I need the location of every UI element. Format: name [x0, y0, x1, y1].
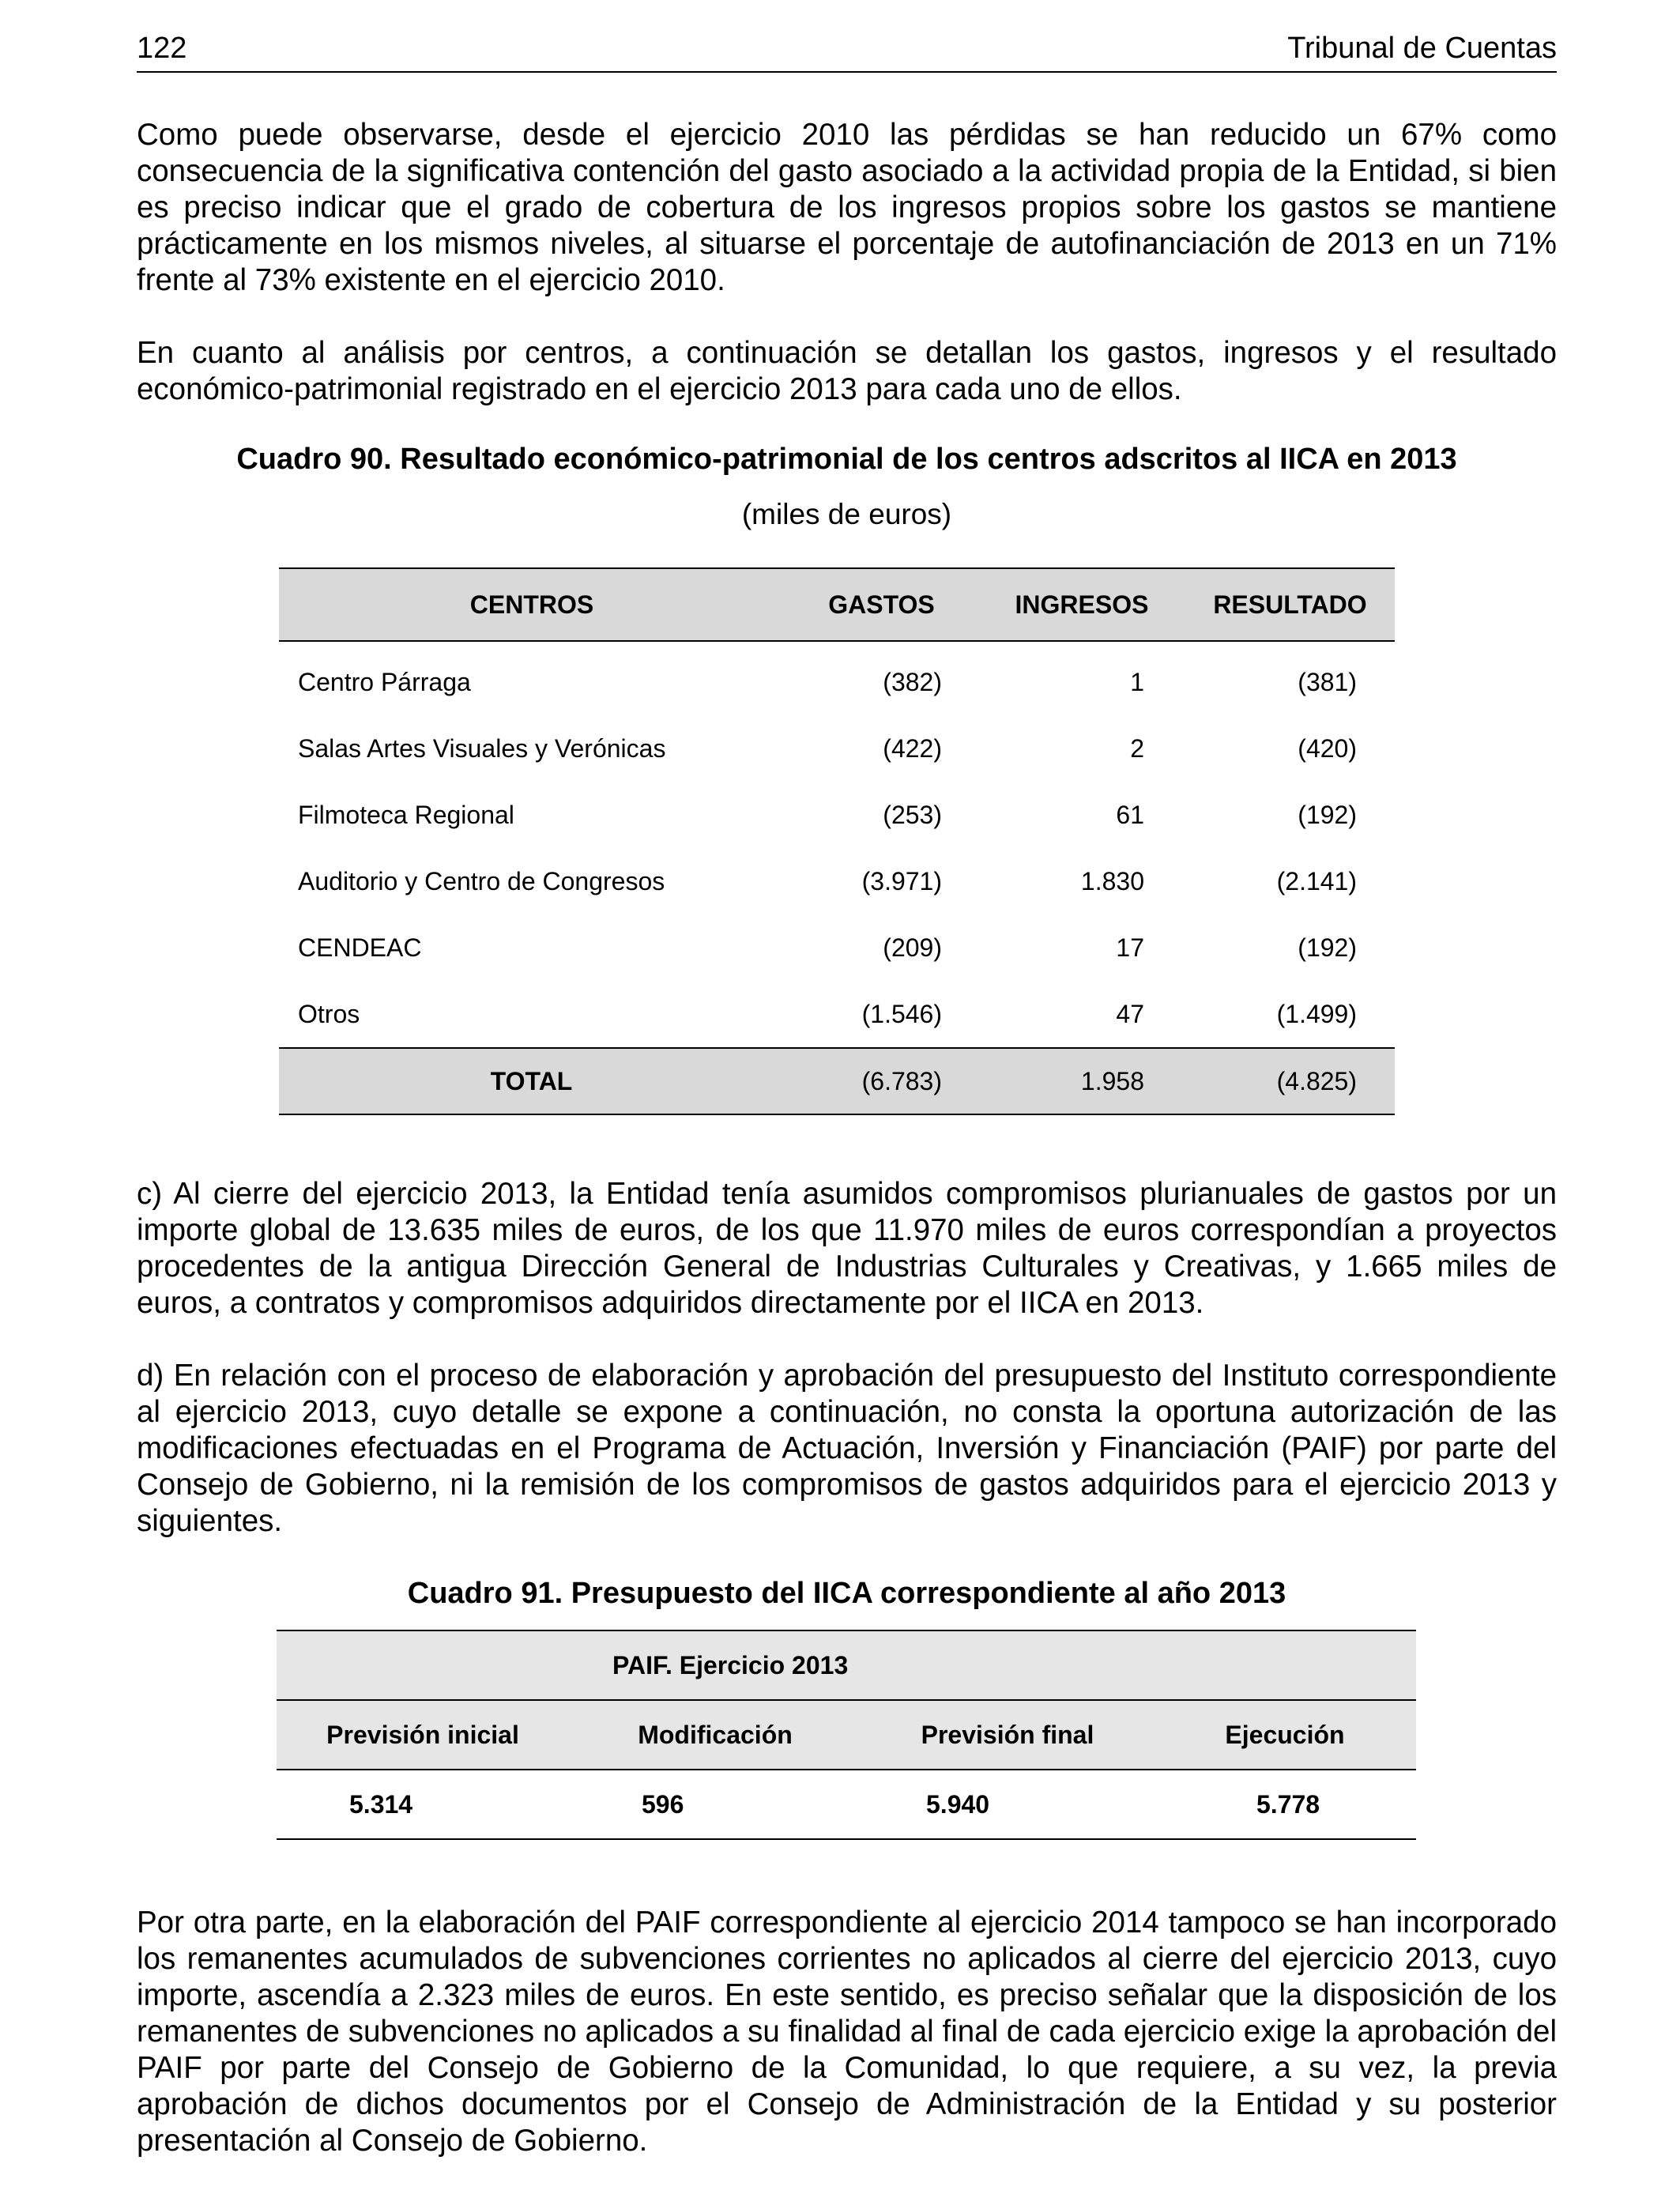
- value-prevision-inicial: 5.314: [277, 1770, 569, 1839]
- paragraph-presupuesto: d) En relación con el proceso de elaboración y aprobación del presupuesto del Instituto correspondiente al ejercicio 2013, cuyo detalle se expone a continuación, no consta la oportuna autorización de las modificaciones efectuadas en el Programa de Actuación, Inversión y Financiación (PAIF) por parte del Consejo de Gobierno, ni la remisión de los compromisos de gastos adquiridos para el ejercicio 2013 y siguientes.: [137, 1359, 1557, 1538]
- table-resultado-centros: [279, 567, 1395, 1115]
- value-prevision-final: 5.940: [861, 1770, 1154, 1839]
- header-resultado: RESULTADO: [1185, 568, 1395, 641]
- total-ingresos: 1.958: [978, 1048, 1185, 1114]
- cell-centro: Salas Artes Visuales y Verónicas: [298, 733, 666, 763]
- header-ejecucion: Ejecución: [1154, 1700, 1416, 1770]
- total-resultado: (4.825): [1185, 1048, 1395, 1114]
- value-ejecucion: 5.778: [1154, 1770, 1416, 1839]
- table-group-header-row: [277, 1630, 1416, 1700]
- table-row: [279, 782, 1395, 848]
- cell-resultado: (1.499): [1276, 999, 1357, 1028]
- table-row: [277, 1770, 1416, 1839]
- header-ingresos: INGRESOS: [978, 568, 1185, 641]
- cell-gastos: (3.971): [861, 866, 942, 895]
- table91-caption: Cuadro 91. Presupuesto del IICA correspondiente al año 2013: [407, 1577, 1286, 1610]
- header-gastos: GASTOS: [785, 568, 978, 641]
- cell-centro: Filmoteca Regional: [298, 800, 514, 829]
- cell-ingresos: 1.830: [1080, 866, 1144, 895]
- header-centros: CENTROS: [279, 568, 785, 641]
- paragraph-losses: Como puede observarse, desde el ejercicio 2010 las pérdidas se han reducido un 67% como consecuencia de la significativa contención del gasto asociado a la actividad propia de la Entidad, si bien es preciso indicar que el grado de cobertura de los ingresos propios sobre los gastos se mantiene prácticamente en los mismos niveles, al situarse el porcentaje de autofinanciación de 2013 en un 71% frente al 73% existente en el ejercicio 2010.: [137, 118, 1557, 297]
- table-total-row: [279, 1048, 1395, 1114]
- table90-caption: Cuadro 90. Resultado económico-patrimonial de los centros adscritos al IICA en 2013: [236, 443, 1457, 476]
- cell-gastos: (422): [883, 733, 942, 763]
- cell-ingresos: 47: [1116, 999, 1144, 1028]
- cell-centro: CENDEAC: [298, 933, 422, 962]
- cell-gastos: (1.546): [861, 999, 942, 1028]
- total-label: TOTAL: [279, 1048, 785, 1114]
- cell-gastos: (253): [883, 800, 942, 829]
- table-row: [279, 981, 1395, 1048]
- header-modificacion: Modificación: [569, 1700, 861, 1770]
- cell-centro: Auditorio y Centro de Congresos: [298, 866, 665, 895]
- table-header-row: [279, 568, 1395, 641]
- paragraph-compromisos: c) Al cierre del ejercicio 2013, la Entidad tenía asumidos compromisos plurianuales de gastos por un importe global de 13.635 miles de euros, de los que 11.970 miles de euros correspondían a proyectos procedentes de la antigua Dirección General de Industrias Culturales y Creativas, y 1.665 miles de euros, a contratos y compromisos adquiridos directamente por el IICA en 2013.: [137, 1177, 1557, 1320]
- group-header-paif: PAIF. Ejercicio 2013: [569, 1630, 1154, 1700]
- header-prevision-final: Previsión final: [861, 1700, 1154, 1770]
- cell-ingresos: 2: [1130, 733, 1144, 763]
- cell-resultado: (381): [1298, 667, 1357, 696]
- cell-gastos: (382): [883, 667, 942, 696]
- paragraph-centers-intro: En cuanto al análisis por centros, a continuación se detallan los gastos, ingresos y el resultado económico-patrimonial registrado en el ejercicio 2013 para cada uno de ellos.: [137, 336, 1557, 406]
- cell-ingresos: 17: [1116, 933, 1144, 962]
- table-row: [279, 914, 1395, 981]
- cell-resultado: (420): [1298, 733, 1357, 763]
- total-gastos: (6.783): [785, 1048, 978, 1114]
- table-row: [279, 848, 1395, 914]
- header-title: Tribunal de Cuentas: [1287, 32, 1557, 65]
- value-modificacion: 596: [569, 1770, 861, 1839]
- table-row: [279, 641, 1395, 715]
- cell-resultado: (192): [1298, 933, 1357, 962]
- cell-ingresos: 61: [1116, 800, 1144, 829]
- cell-centro: Otros: [298, 999, 360, 1028]
- page-number: 122: [137, 32, 187, 65]
- table-row: [279, 715, 1395, 782]
- cell-resultado: (192): [1298, 800, 1357, 829]
- header-prevision-inicial: Previsión inicial: [277, 1700, 569, 1770]
- paragraph-remanentes: Por otra parte, en la elaboración del PAIF correspondiente al ejercicio 2014 tampoco se han incorporado los remanentes acumulados de subvenciones corrientes no aplicados al cierre del ejercicio 2013, cuyo importe, ascendía a 2.323 miles de euros. En este sentido, es preciso señalar que la disposición de los remanentes de subvenciones no aplicados a su finalidad al final de cada ejercicio exige la aprobación del PAIF por parte del Consejo de Gobierno de la Comunidad, lo que requiere, a su vez, la previa aprobación de dichos documentos por el Consejo de Administración de la Entidad y su posterior presentación al Consejo de Gobierno.: [137, 1906, 1557, 2158]
- page-header: [137, 30, 1557, 73]
- cell-ingresos: 1: [1130, 667, 1144, 696]
- cell-centro: Centro Párraga: [298, 667, 471, 696]
- cell-resultado: (2.141): [1276, 866, 1357, 895]
- table-presupuesto: [277, 1630, 1416, 1840]
- cell-gastos: (209): [883, 933, 942, 962]
- table-header-row: [277, 1700, 1416, 1770]
- table90-units: (miles de euros): [741, 498, 952, 530]
